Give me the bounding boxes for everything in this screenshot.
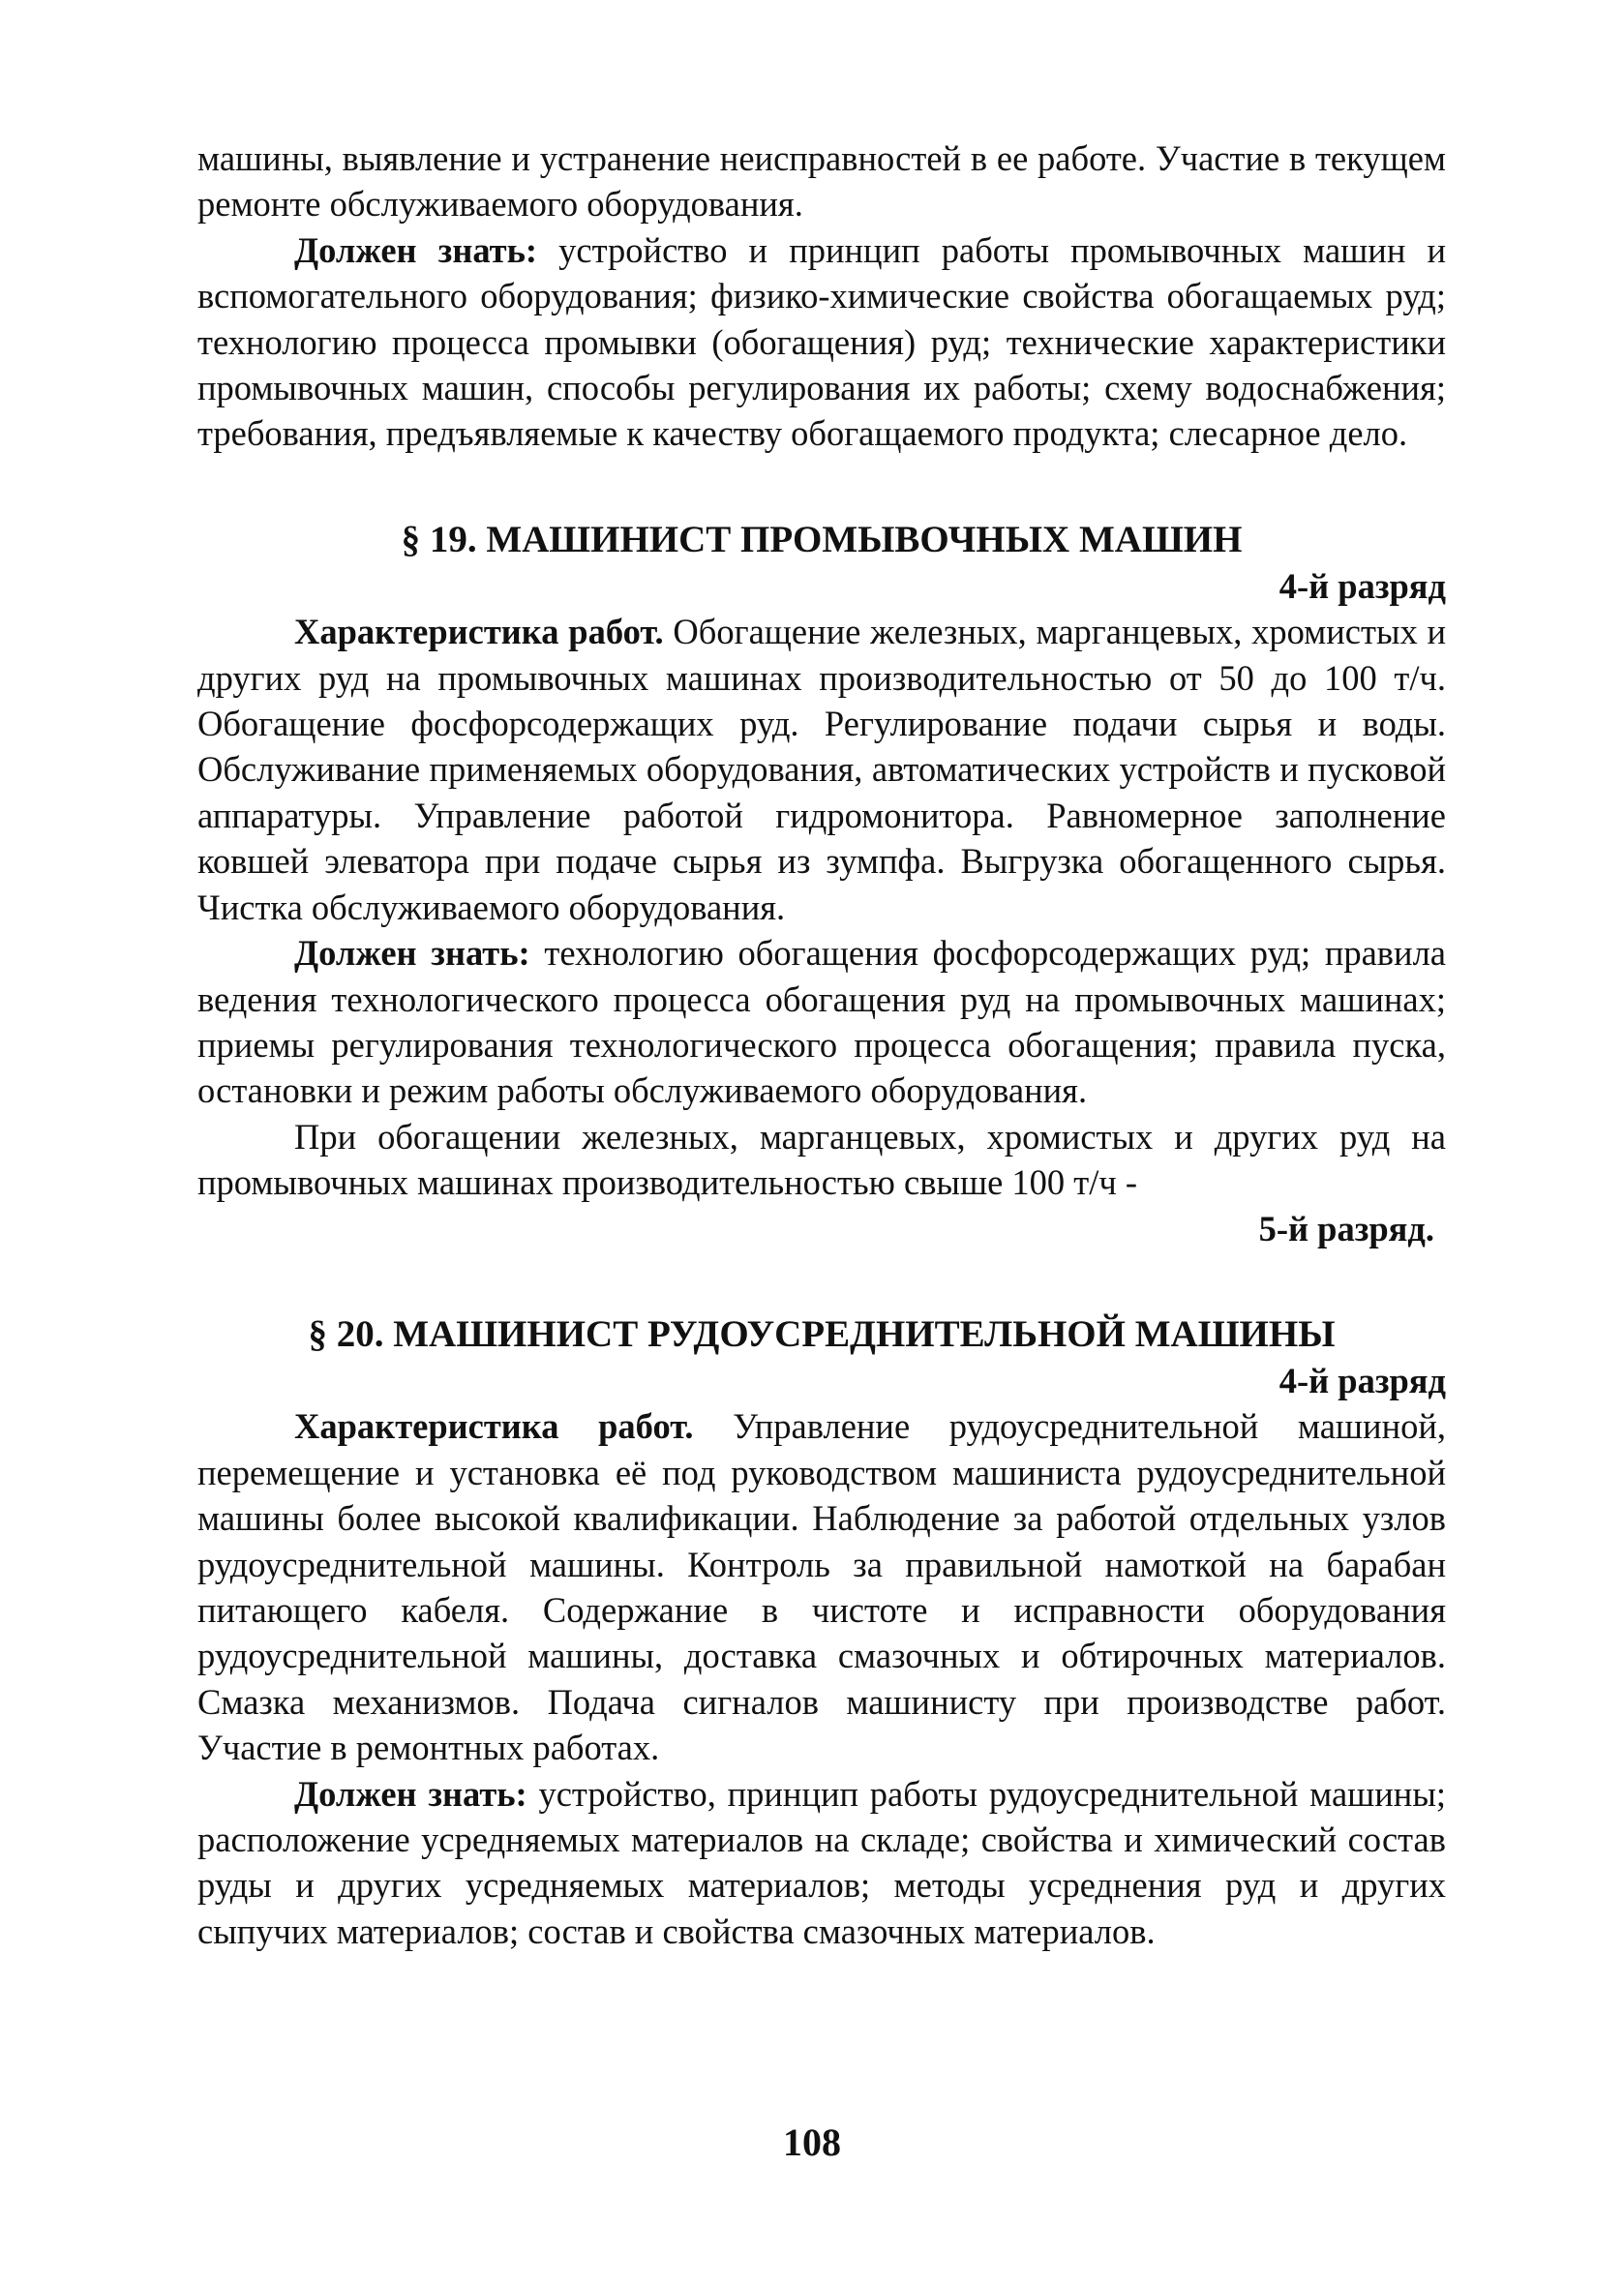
section-20-knowledge-label: Должен знать: [294,1773,527,1814]
intro-knowledge-paragraph [197,227,1446,457]
page-number: 108 [783,2121,841,2164]
section-20-work-text: Управление рудоусреднительной машиной, перемещение и установка её под руководством машиниста рудоусреднительной машины более высокой квалификации. Наблюдение за работой отдельных узлов рудоусреднительной машины. Контроль за правильной намоткой на барабан питающего кабеля. Содержание в чистоте и исправности оборудования рудоусреднительной машины, доставка смазочных и обтирочных материалов. Смазка механизмов. Подача сигналов машинисту при производстве работ. Участие в ремонтных работах. [197,1406,1447,1768]
section-19-work-label: Характеристика работ. [294,612,664,652]
section-20-rank: 4-й разряд [1278,1360,1446,1400]
document-page [197,135,1446,1954]
section-19-note: При обогащении железных, марганцевых, хромистых и других руд на промывочных машинах производительностью свыше 100 т/ч - [197,1116,1446,1203]
section-19-knowledge-label: Должен знать: [294,933,530,974]
intro-knowledge-label: Должен знать: [294,229,538,270]
section-19-rank: 4-й разряд [1278,565,1446,606]
section-20-work-label: Характеристика работ. [294,1406,694,1447]
section-19-work-text: Обогащение железных, марганцевых, хромистых и других руд на промывочных машинах производительностью от 50 до 100 т/ч. Обогащение фосфорсодержащих руд. Регулирование подачи сырья и воды. Обслуживание применяемых оборудования, автоматических устройств и пусковой аппаратуры. Управление работой гидромонитора. Равномерное заполнение ковшей элеватора при подаче сырья из зумпфа. Выгрузка обогащенного сырья. Чистка обслуживаемого оборудования. [197,612,1446,927]
section-19-work-paragraph [197,609,1446,930]
section-19-knowledge-paragraph [197,930,1446,1114]
section-20-knowledge-paragraph [197,1771,1446,1955]
section-19-title: § 19. МАШИНИСТ ПРОМЫВОЧНЫХ МАШИН [401,518,1243,560]
section-19-knowledge-text: технологию обогащения фосфорсодержащих руд; правила ведения технологического процесса обогащения руд на промывочных машинах; приемы регулирования технологического процесса обогащения; правила пуска, остановки и режим работы обслуживаемого оборудования. [197,933,1446,1111]
intro-knowledge-text: устройство и принцип работы промывочных машин и вспомогательного оборудования; физико-химические свойства обогащаемых руд; технологию процесса промывки (обогащения) руд; технические характеристики промывочных машин, способы регулирования их работы; схему водоснабжения; требования, предъявляемые к качеству обогащаемого продукта; слесарное дело. [197,229,1446,454]
section-20-knowledge-text: устройство, принцип работы рудоусреднительной машины; расположение усредняемых материалов на складе; свойства и химический состав руды и других усредняемых материалов; методы усреднения руд и других сыпучих материалов; состав и свойства смазочных материалов. [197,1773,1446,1951]
intro-continuation: машины, выявление и устранение неисправностей в ее работе. Участие в текущем ремонте обслуживаемого оборудования. [197,138,1446,225]
section-19-note-rank: 5-й разряд. [1258,1208,1434,1248]
section-20-work-paragraph [197,1403,1446,1770]
section-20-title: § 20. МАШИНИСТ РУДОУСРЕДНИТЕЛЬНОЙ МАШИНЫ [308,1312,1336,1355]
